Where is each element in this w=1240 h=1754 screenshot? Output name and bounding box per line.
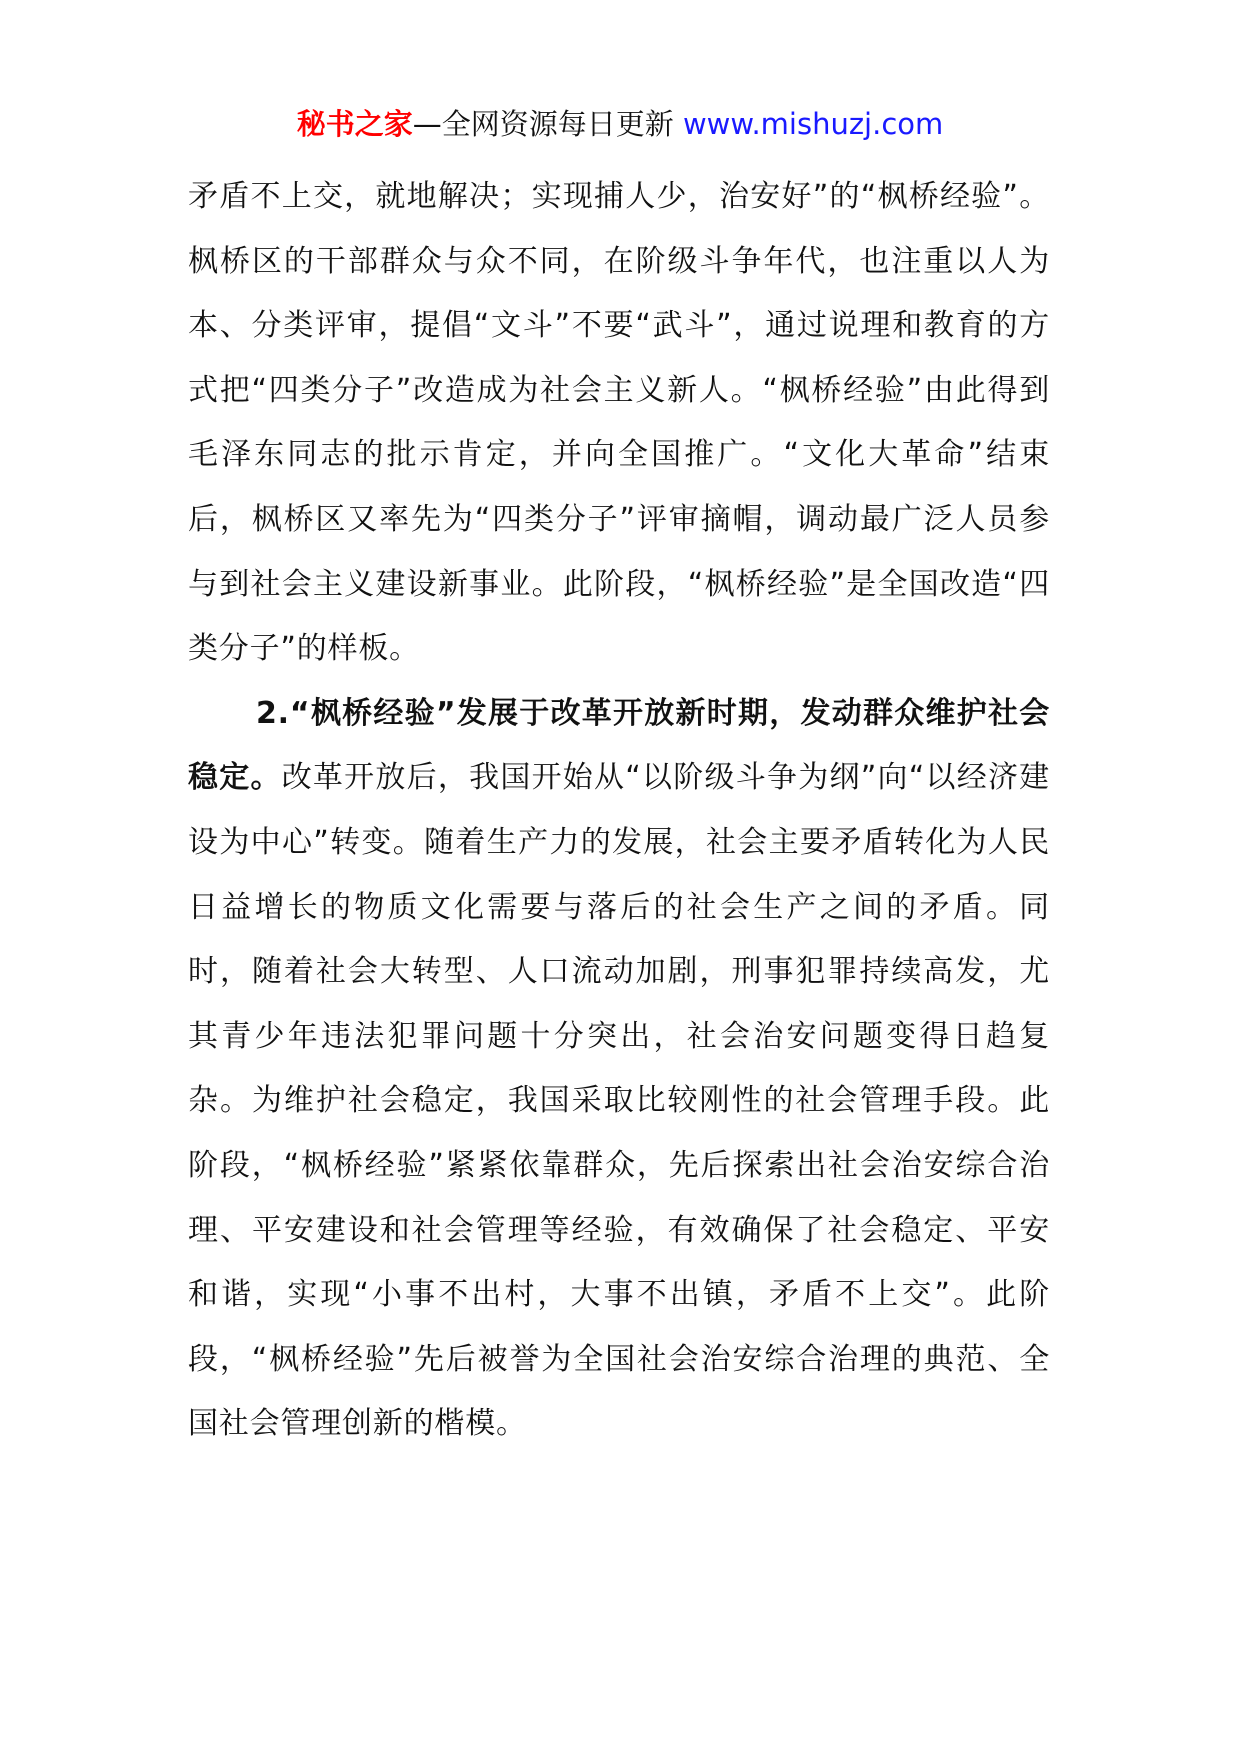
page-header: [0, 102, 1240, 146]
paragraph-1-text: 矛盾不上交，就地解决；实现捕人少，治安好”的“枫桥经验”。枫桥区的干部群众与众不同，在阶级斗争年代，也注重以人为本、分类评审，提倡“文斗”不要“武斗”，通过说理和教育的方式把“四类分子”改造成为社会主义新人。“枫桥经验”由此得到毛泽东同志的批示肯定，并向全国推广。“文化大革命”结束后，枫桥区又率先为“四类分子”评审摘帽，调动最广泛人员参与到社会主义建设新事业。此阶段，“枫桥经验”是全国改造“四类分子”的样板。: [188, 179, 1050, 667]
site-brand: 秘书之家: [296, 107, 413, 141]
site-url[interactable]: www.mishuzj.com: [682, 107, 944, 141]
paragraph-2: [188, 682, 1050, 1457]
document-body: [188, 165, 1050, 1457]
paragraph-1: [188, 165, 1050, 682]
paragraph-2-heading: 2.“枫桥经验”发展于改革开放新时期，发动群众维护社会稳定。: [188, 695, 1050, 796]
paragraph-2-text: 改革开放后，我国开始从“以阶级斗争为纲”向“以经济建设为中心”转变。随着生产力的发展，社会主要矛盾转化为人民日益增长的物质文化需要与落后的社会生产之间的矛盾。同时，随着社会大转型、人口流动加剧，刑事犯罪持续高发，尤其青少年违法犯罪问题十分突出，社会治安问题变得日趋复杂。为维护社会稳定，我国采取比较刚性的社会管理手段。此阶段，“枫桥经验”紧紧依靠群众，先后探索出社会治安综合治理、平安建设和社会管理等经验，有效确保了社会稳定、平安和谐，实现“小事不出村，大事不出镇，矛盾不上交”。此阶段，“枫桥经验”先后被誉为全国社会治安综合治理的典范、全国社会管理创新的楷模。: [188, 760, 1050, 1442]
site-tagline: —全网资源每日更新: [412, 107, 674, 141]
